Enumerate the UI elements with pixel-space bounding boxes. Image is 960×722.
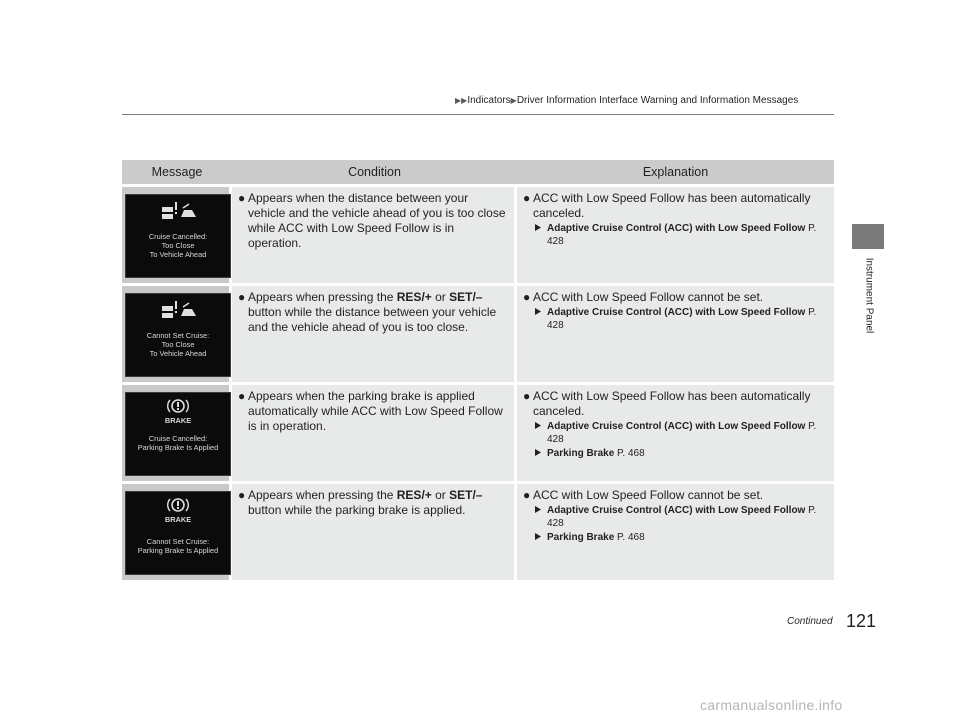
arrow-icon: ▶ [510, 96, 517, 105]
reference-arrow-icon [534, 421, 543, 430]
condition-text: Appears when the distance between your vehicle and the vehicle ahead of you is too close while ACC with Low Speed Follow is in operation. [248, 191, 506, 250]
bullet-icon: ● [523, 488, 531, 502]
screen-line-1: Cannot Set Cruise: [146, 537, 210, 546]
bullet-icon: ● [238, 389, 246, 403]
message-cell [122, 286, 232, 382]
cross-reference-link[interactable]: Adaptive Cruise Control (ACC) with Low Speed Follow P. 428 [523, 420, 828, 446]
bullet-icon: ● [238, 290, 246, 304]
message-cell [122, 484, 232, 580]
screen-line-3: To Vehicle Ahead [149, 250, 207, 259]
explanation-text: ACC with Low Speed Follow cannot be set. [533, 488, 764, 502]
explanation-cell [517, 385, 834, 481]
breadcrumb [455, 95, 798, 106]
condition-cell: ● Appears when pressing the RES/+ or SET/– button while the distance between your vehicle and the vehicle ahead of you is too close. [232, 286, 517, 382]
chapter-side-label: Instrument Panel [863, 257, 875, 334]
cross-reference-link[interactable]: Parking Brake P. 468 [523, 447, 828, 460]
display-screen [125, 293, 231, 377]
condition-cell [232, 187, 517, 283]
condition-cell [232, 385, 517, 481]
screen-line-2: Too Close [161, 340, 195, 349]
table-row [122, 286, 834, 382]
reference-arrow-icon [534, 505, 543, 514]
bullet-icon: ● [238, 488, 246, 502]
explanation-cell [517, 286, 834, 382]
screen-line-1: Cruise Cancelled: [148, 434, 208, 443]
reference-arrow-icon [534, 532, 543, 541]
condition-cell: ● Appears when pressing the RES/+ or SET/– button while the parking brake is applied. [232, 484, 517, 580]
message-table [122, 157, 834, 583]
page-number: 121 [846, 611, 877, 631]
cross-reference-link[interactable]: Adaptive Cruise Control (ACC) with Low Speed Follow P. 428 [523, 306, 828, 332]
display-screen [125, 194, 231, 278]
bullet-icon: ● [238, 191, 246, 205]
explanation-cell [517, 484, 834, 580]
table-row [122, 484, 834, 580]
cross-reference-link[interactable]: Parking Brake P. 468 [523, 531, 828, 544]
message-cell [122, 385, 232, 481]
bullet-icon: ● [523, 191, 531, 205]
explanation-cell [517, 187, 834, 283]
display-screen [125, 491, 231, 575]
brake-warning-icon [126, 492, 230, 574]
continued-label: Continued [787, 616, 833, 627]
breadcrumb-page[interactable]: Driver Information Interface Warning and Information Messages [516, 95, 799, 106]
header-rule [122, 114, 834, 115]
res-button-label: RES/+ [396, 290, 432, 304]
reference-arrow-icon [534, 307, 543, 316]
screen-line-1: Cannot Set Cruise: [146, 331, 210, 340]
screen-line-2: Parking Brake Is Applied [137, 546, 219, 555]
chapter-tab [852, 224, 884, 249]
bullet-icon: ● [523, 290, 531, 304]
message-cell [122, 187, 232, 283]
brake-label: BRAKE [164, 416, 192, 425]
table-row [122, 385, 834, 481]
res-button-label: RES/+ [396, 488, 432, 502]
condition-text: Appears when the parking brake is applied automatically while ACC with Low Speed Follow is in operation. [248, 389, 503, 433]
breadcrumb-section[interactable]: Indicators [467, 95, 511, 106]
header-message: Message [122, 160, 232, 184]
screen-line-1: Cruise Cancelled: [148, 232, 208, 241]
set-button-label: SET/– [449, 290, 483, 304]
screen-line-3: To Vehicle Ahead [149, 349, 207, 358]
bullet-icon: ● [523, 389, 531, 403]
cross-reference-link[interactable]: Adaptive Cruise Control (ACC) with Low Speed Follow P. 428 [523, 222, 828, 248]
screen-line-2: Too Close [161, 241, 195, 250]
explanation-text: ACC with Low Speed Follow has been automatically canceled. [533, 191, 811, 220]
table-header-row [122, 160, 834, 184]
header-explanation: Explanation [517, 160, 834, 184]
double-arrow-icon: ▶▶ [455, 96, 468, 105]
explanation-text: ACC with Low Speed Follow cannot be set. [533, 290, 764, 304]
set-button-label: SET/– [449, 488, 483, 502]
table-row [122, 187, 834, 283]
watermark: carmanualsonline.info [700, 697, 843, 713]
explanation-text: ACC with Low Speed Follow has been automatically canceled. [533, 389, 811, 418]
screen-line-2: Parking Brake Is Applied [137, 443, 219, 452]
display-screen [125, 392, 231, 476]
brake-label: BRAKE [164, 515, 192, 524]
reference-arrow-icon [534, 223, 543, 232]
reference-arrow-icon [534, 448, 543, 457]
header-condition: Condition [232, 160, 517, 184]
cross-reference-link[interactable]: Adaptive Cruise Control (ACC) with Low Speed Follow P. 428 [523, 504, 828, 530]
